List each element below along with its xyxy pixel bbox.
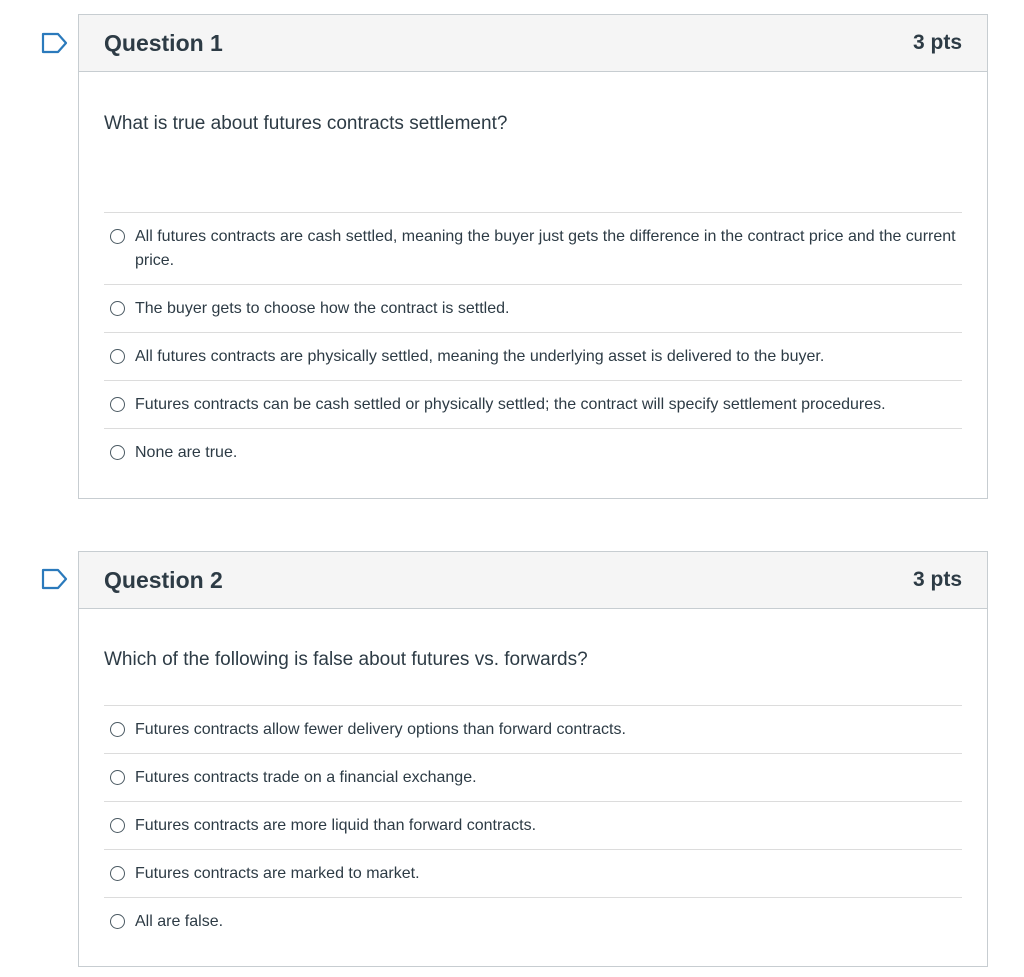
radio-unchecked-icon[interactable] (110, 349, 125, 364)
flag-question-icon[interactable] (41, 31, 69, 55)
radio-unchecked-icon[interactable] (110, 818, 125, 833)
radio-unchecked-icon[interactable] (110, 770, 125, 785)
question-points: 3 pts (912, 568, 962, 591)
question-title: Question 1 (104, 29, 223, 56)
question-points: 3 pts (912, 31, 962, 54)
answer-label: Futures contracts allow fewer delivery options than forward contracts. (135, 721, 626, 738)
question-header (79, 552, 987, 609)
answer-label: Futures contracts are more liquid than forward contracts. (135, 817, 537, 834)
flag-question-icon[interactable] (41, 567, 69, 591)
radio-unchecked-icon[interactable] (110, 866, 125, 881)
answer-option[interactable] (104, 333, 962, 381)
answer-label: All futures contracts are physically settled, meaning the underlying asset is delivered to the buyer. (135, 348, 825, 365)
question-1 (78, 14, 988, 499)
radio-unchecked-icon[interactable] (110, 445, 125, 460)
radio-unchecked-icon[interactable] (110, 301, 125, 316)
answer-label: None are true. (135, 444, 238, 461)
question-2 (78, 551, 988, 967)
question-title: Question 2 (104, 566, 223, 593)
question-body (79, 72, 987, 476)
answer-option[interactable] (104, 381, 962, 429)
answer-label: All futures contracts are cash settled, meaning the buyer just gets the difference in the contract price and the current price. (135, 228, 956, 269)
answer-label: Futures contracts trade on a financial exchange. (135, 769, 477, 786)
question-body (79, 609, 987, 945)
answer-label: Futures contracts are marked to market. (135, 865, 420, 882)
answer-label: Futures contracts can be cash settled or physically settled; the contract will specify settlement procedures. (135, 396, 886, 413)
radio-unchecked-icon[interactable] (110, 397, 125, 412)
answer-option[interactable] (104, 285, 962, 333)
question-header (79, 15, 987, 72)
answer-option[interactable] (104, 429, 962, 476)
answer-list (104, 212, 962, 476)
answer-option[interactable] (104, 898, 962, 945)
answer-list (104, 705, 962, 945)
answer-option[interactable] (104, 706, 962, 754)
radio-unchecked-icon[interactable] (110, 914, 125, 929)
radio-unchecked-icon[interactable] (110, 229, 125, 244)
answer-option[interactable] (104, 850, 962, 898)
question-text: What is true about futures contracts settlement? (104, 113, 508, 134)
answer-option[interactable] (104, 213, 962, 285)
answer-label: The buyer gets to choose how the contract is settled. (135, 300, 510, 317)
question-text: Which of the following is false about futures vs. forwards? (104, 649, 588, 670)
radio-unchecked-icon[interactable] (110, 722, 125, 737)
answer-option[interactable] (104, 802, 962, 850)
answer-option[interactable] (104, 754, 962, 802)
answer-label: All are false. (135, 913, 224, 930)
